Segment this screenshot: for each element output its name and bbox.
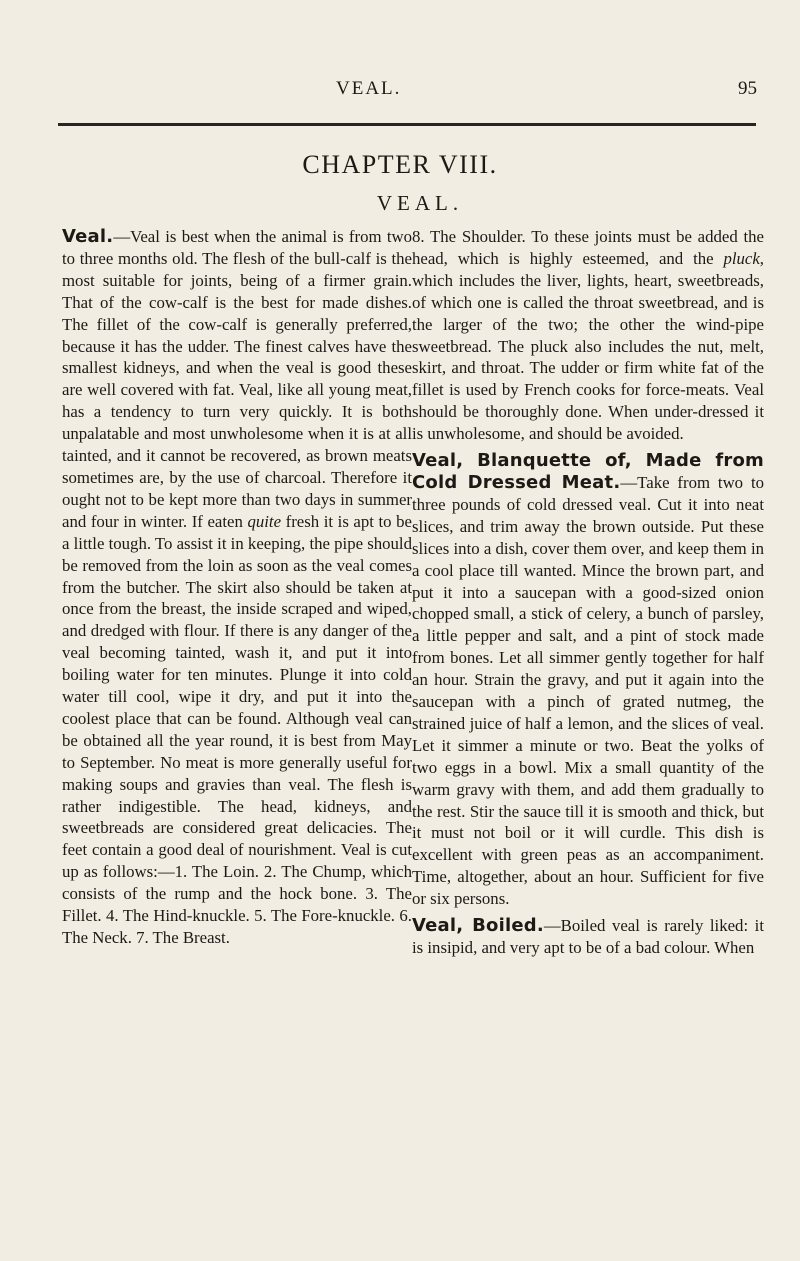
- entry-text: fresh it is apt to be a little tough. To assist it in keeping, the pipe should be removed from the loin as soon as the veal comes from the butcher. The skirt also should be taken at once from the breast, the inside scraped and wiped, and dredged with flour. If there is any danger of the veal becoming tainted, wash it, and put it into boiling water for ten minutes. Plunge it into cold water till cool, wipe it dry, and put it into the coolest place that can be found. Although veal can be obtained all the year round, it is best from May to September. No meat is more generally useful for making soups and gravies than veal. The flesh is rather indigestible. The head, kidneys, and sweetbreads are considered great delicacies. The feet contain a good deal of nourishment. Veal is cut up as follows:—1. The Loin. 2. The Chump, which consists of the rump and the hock bone. 3. The Fillet. 4. The Hind-knuckle. 5. The Fore-knuckle. 6. The Neck. 7. The Breast.: [62, 511, 412, 947]
- header-rule: [58, 123, 756, 126]
- emphasis-text: pluck: [723, 248, 760, 268]
- entry-veal: [62, 226, 412, 949]
- entry-text: 8. The Shoulder. To these joints must be added the head, which is highly esteemed, and the: [412, 227, 764, 268]
- left-column: [62, 226, 412, 949]
- running-title: VEAL.: [336, 78, 402, 99]
- entry-text: —Boiled veal is rarely liked: it is insipid, and very apt to be of a bad colour. When: [412, 916, 764, 957]
- chapter-heading: CHAPTER VIII.: [302, 150, 498, 179]
- entry-title-boiled: Veal, Boiled.: [412, 915, 544, 937]
- entry-text: —Veal is best when the animal is from two to three months old. The flesh of the bull-calf is the most suitable for joints, being of a firmer grain. That of the cow-calf is the best for made dishes. The fillet of the cow-calf is generally preferred, because it has the udder. The finest calves have the smallest kidneys, and when the veal is good these are well covered with fat. Veal, like all young meat, has a tendency to turn very quickly. It is both unpalatable and most unwholesome when it is at all tainted, and it cannot be recovered, as brown meats sometimes are, by the use of charcoal. Therefore it ought not to be kept more than two days in summer and four in winter. If eaten: [62, 227, 412, 531]
- entry-veal-continuation: [412, 226, 764, 445]
- entry-blanquette: [412, 450, 764, 910]
- entry-title-blanquette: Veal, Blanquette of, Made from Cold Dressed Meat.: [412, 450, 764, 493]
- running-head: [0, 78, 800, 102]
- right-column: [412, 226, 764, 959]
- entry-text: —Take from two to three pounds of cold dressed veal. Cut it into neat slices, and trim away the brown outside. Put these slices into a dish, cover them over, and keep them in a cool place till wanted. Mince the brown part, and put it into a saucepan with a good-sized onion chopped small, a stick of celery, a bunch of parsley, a little pepper and salt, and a pint of stock made from bones. Let all simmer gently together for half an hour. Strain the gravy, and put it again into the saucepan with a pinch of grated nutmeg, the strained juice of half a lemon, and the slices of veal. Let it simmer a minute or two. Beat the yolks of two eggs in a bowl. Mix a small quantity of the warm gravy with them, and add them gradually to the rest. Stir the sauce till it is smooth and thick, but it must not boil or it will curdle. This dish is excellent with green peas as an accompaniment. Time, altogether, about an hour. Sufficient for five or six persons.: [412, 472, 765, 909]
- entry-title-veal: Veal.: [62, 226, 114, 247]
- section-title: VEAL.: [376, 191, 464, 215]
- emphasis-text: quite: [247, 511, 282, 531]
- entry-boiled: [412, 915, 764, 959]
- page-number: 95: [738, 78, 757, 99]
- entry-text: , which includes the liver, lights, heart, sweetbreads, of which one is called the throat sweetbread, and is the larger of the two; the other the wind-pipe sweetbread. The pluck also includes the nut, melt, skirt, and throat. The udder or firm white fat of the fillet is used by French cooks for force-meats. Veal should be thoroughly done. When under-dressed it is unwholesome, and should be avoided.: [412, 248, 764, 444]
